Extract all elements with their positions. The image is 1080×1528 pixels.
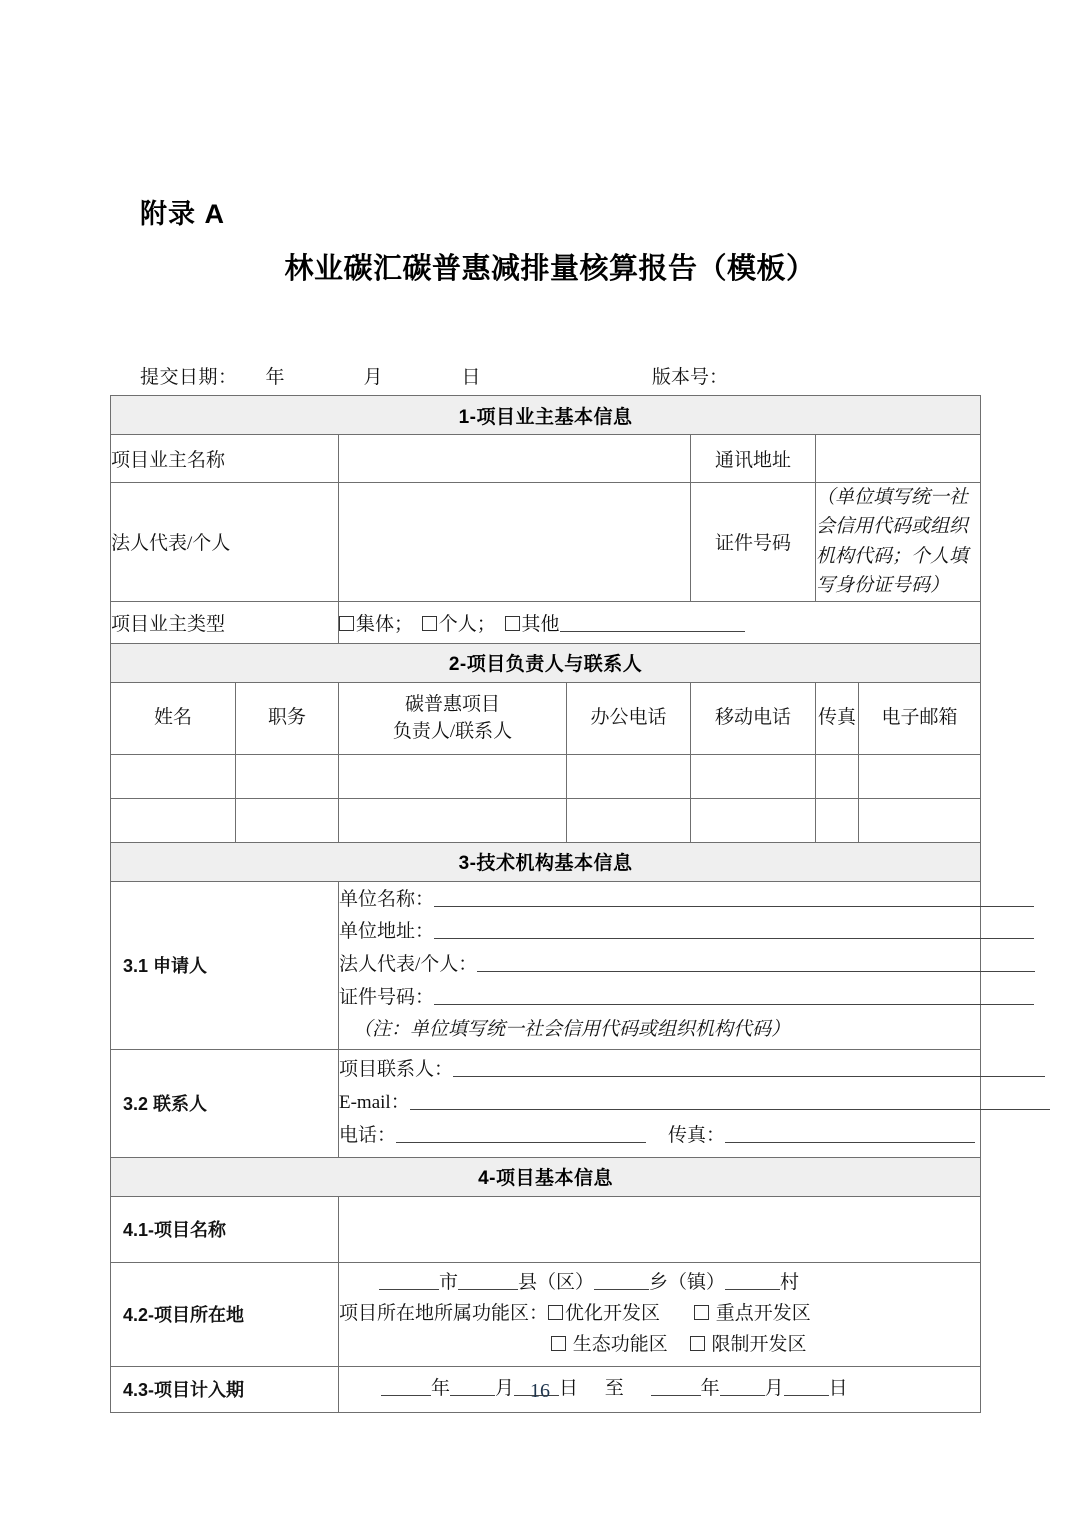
location-township-input[interactable] xyxy=(594,1270,649,1290)
page-number: 16 xyxy=(530,1380,550,1402)
date-units: 年 月 日 xyxy=(265,367,511,388)
contacts-header-row xyxy=(111,682,981,754)
location-county-input[interactable] xyxy=(458,1270,518,1290)
period-start-year-unit: 年 xyxy=(431,1377,451,1399)
applicant-fields xyxy=(339,881,981,1049)
cell-name[interactable] xyxy=(111,798,236,842)
cell-title[interactable] xyxy=(236,798,339,842)
location-city-unit: 市 xyxy=(439,1272,459,1294)
id-number-note-line-1: （单位填写统一社会信用代码或组织 xyxy=(816,487,969,538)
function-zone-line-2 xyxy=(339,1330,980,1361)
table-row xyxy=(111,798,981,842)
checkbox-other-icon[interactable] xyxy=(505,616,520,631)
location-township-unit: 乡（镇） xyxy=(649,1272,726,1294)
legal-rep-value[interactable] xyxy=(339,483,691,602)
project-location-label: 4.2-项目所在地 xyxy=(111,1262,339,1366)
section-2-heading: 2-项目负责人与联系人 xyxy=(111,643,981,682)
period-start-day-unit: 日 xyxy=(559,1377,579,1399)
owner-name-label: 项目业主名称 xyxy=(111,435,339,483)
submit-date-label: 提交日期： xyxy=(140,367,238,388)
cell-mobile-phone[interactable] xyxy=(691,754,816,798)
section-4-header-row xyxy=(111,1157,981,1196)
cell-mobile-phone[interactable] xyxy=(691,798,816,842)
id-number-label: 证件号码 xyxy=(691,483,816,602)
owner-type-option-collective: 集体； xyxy=(356,613,414,635)
column-header-name xyxy=(111,682,236,754)
applicant-label: 3.1 申请人 xyxy=(111,881,339,1049)
column-header-mobile-phone xyxy=(691,682,816,754)
checkbox-restricted-zone-icon[interactable] xyxy=(690,1336,705,1351)
id-number-note-line-2: 机构代码；个人填写身份证号码） xyxy=(816,545,969,597)
owner-type-option-other: 其他 xyxy=(521,613,560,635)
location-village-unit: 村 xyxy=(780,1272,800,1294)
applicant-unit-name-label: 单位名称： xyxy=(339,888,435,910)
location-village-input[interactable] xyxy=(725,1270,780,1290)
cell-role[interactable] xyxy=(339,798,567,842)
project-name-value[interactable] xyxy=(339,1196,981,1262)
cell-name[interactable] xyxy=(111,754,236,798)
applicant-unit-address-row xyxy=(339,916,980,949)
contact-person-row xyxy=(111,1049,981,1157)
version-label: 版本号： xyxy=(652,367,729,388)
function-zone-line-1 xyxy=(339,1299,980,1330)
contact-email-input[interactable] xyxy=(410,1090,1050,1110)
owner-name-value[interactable] xyxy=(339,435,691,483)
period-end-month-unit: 月 xyxy=(764,1377,784,1399)
section-1-header-row xyxy=(111,396,981,435)
contact-phone-fax-row xyxy=(339,1120,980,1153)
applicant-note: （注：单位填写统一社会信用代码或组织机构代码） xyxy=(353,1019,791,1041)
column-header-email-text: 电子邮箱 xyxy=(881,707,958,729)
function-zone-option-key: 重点开发区 xyxy=(715,1302,811,1324)
period-connector: 至 xyxy=(604,1377,624,1399)
appendix-label: 附录 A xyxy=(140,199,225,229)
applicant-unit-name-row xyxy=(339,884,980,917)
function-zone-option-optimized: 优化开发区 xyxy=(565,1302,661,1324)
checkbox-ecological-zone-icon[interactable] xyxy=(551,1336,566,1351)
owner-type-row xyxy=(111,601,981,643)
applicant-row xyxy=(111,881,981,1049)
project-contact-input[interactable] xyxy=(453,1057,1045,1077)
contact-email-row xyxy=(339,1087,980,1120)
checkbox-key-zone-icon[interactable] xyxy=(694,1305,709,1320)
location-county-unit: 县（区） xyxy=(518,1272,595,1294)
location-admin-line xyxy=(339,1268,980,1299)
column-header-office-phone xyxy=(567,682,691,754)
column-header-title xyxy=(236,682,339,754)
cell-role[interactable] xyxy=(339,754,567,798)
column-header-fax-text: 传真 xyxy=(817,707,856,729)
address-label: 通讯地址 xyxy=(691,435,816,483)
crediting-period-label: 4.3-项目计入期 xyxy=(111,1366,339,1412)
contact-fax-label: 传真： xyxy=(668,1124,726,1146)
owner-name-row xyxy=(111,435,981,483)
cell-email[interactable] xyxy=(859,798,981,842)
column-header-email xyxy=(859,682,981,754)
section-1-heading: 1-项目业主基本信息 xyxy=(111,396,981,435)
owner-type-label: 项目业主类型 xyxy=(111,601,339,643)
column-header-office-phone-text: 办公电话 xyxy=(590,707,667,729)
contact-phone-input[interactable] xyxy=(396,1123,646,1143)
section-2-header-row xyxy=(111,643,981,682)
function-zone-label: 项目所在地所属功能区： xyxy=(339,1302,549,1324)
project-contact-row xyxy=(339,1054,980,1087)
checkbox-collective-icon[interactable] xyxy=(339,616,354,631)
checkbox-optimized-zone-icon[interactable] xyxy=(548,1305,563,1320)
project-name-row xyxy=(111,1196,981,1262)
contact-phone-label: 电话： xyxy=(339,1124,397,1146)
applicant-id-number-label: 证件号码： xyxy=(339,986,435,1008)
section-4-heading: 4-项目基本信息 xyxy=(111,1157,981,1196)
legal-rep-label: 法人代表/个人 xyxy=(111,483,339,602)
column-header-fax xyxy=(816,682,859,754)
applicant-unit-name-input[interactable] xyxy=(434,887,1034,907)
legal-rep-row xyxy=(111,483,981,602)
applicant-legal-rep-input[interactable] xyxy=(477,952,1035,972)
owner-type-options xyxy=(339,601,981,643)
submit-date-line xyxy=(140,362,840,389)
cell-title[interactable] xyxy=(236,754,339,798)
section-3-heading: 3-技术机构基本信息 xyxy=(111,842,981,881)
applicant-id-number-input[interactable] xyxy=(434,985,1034,1005)
owner-type-other-input[interactable] xyxy=(560,612,745,632)
project-contact-label: 项目联系人： xyxy=(339,1059,454,1081)
applicant-legal-rep-row xyxy=(339,949,980,982)
function-zone-option-ecological: 生态功能区 xyxy=(572,1333,668,1355)
table-row xyxy=(111,754,981,798)
applicant-unit-address-input[interactable] xyxy=(434,919,1034,939)
column-header-role xyxy=(339,682,567,754)
column-header-role-line2: 负责人/联系人 xyxy=(392,721,513,743)
cell-office-phone[interactable] xyxy=(567,754,691,798)
page-title: 林业碳汇碳普惠减排量核算报告（模板） xyxy=(284,253,816,285)
cell-email[interactable] xyxy=(859,754,981,798)
section-3-header-row xyxy=(111,842,981,881)
applicant-id-number-row xyxy=(339,982,980,1015)
column-header-role-line1: 碳普惠项目 xyxy=(404,693,500,715)
column-header-mobile-phone-text: 移动电话 xyxy=(714,707,791,729)
project-name-label: 4.1-项目名称 xyxy=(111,1196,339,1262)
cell-fax[interactable] xyxy=(816,754,859,798)
cell-office-phone[interactable] xyxy=(567,798,691,842)
report-form-table xyxy=(110,395,981,1413)
contact-email-label: E-mail： xyxy=(339,1091,410,1113)
cell-fax[interactable] xyxy=(816,798,859,842)
project-location-fields xyxy=(339,1262,981,1366)
function-zone-option-restricted: 限制开发区 xyxy=(711,1333,807,1355)
applicant-unit-address-label: 单位地址： xyxy=(339,921,435,943)
contact-fax-input[interactable] xyxy=(725,1123,975,1143)
project-location-row xyxy=(111,1262,981,1366)
applicant-legal-rep-label: 法人代表/个人： xyxy=(339,953,478,975)
period-end-year-unit: 年 xyxy=(700,1377,720,1399)
contact-person-fields xyxy=(339,1049,981,1157)
id-number-note xyxy=(816,483,981,602)
contact-person-label: 3.2 联系人 xyxy=(111,1049,339,1157)
checkbox-individual-icon[interactable] xyxy=(422,616,437,631)
location-city-input[interactable] xyxy=(379,1270,439,1290)
address-value[interactable] xyxy=(816,435,981,483)
period-start-month-unit: 月 xyxy=(495,1377,515,1399)
column-header-title-text: 职务 xyxy=(267,707,306,729)
period-end-day-unit: 日 xyxy=(828,1377,848,1399)
owner-type-option-individual: 个人； xyxy=(438,613,496,635)
column-header-name-text: 姓名 xyxy=(153,707,192,729)
